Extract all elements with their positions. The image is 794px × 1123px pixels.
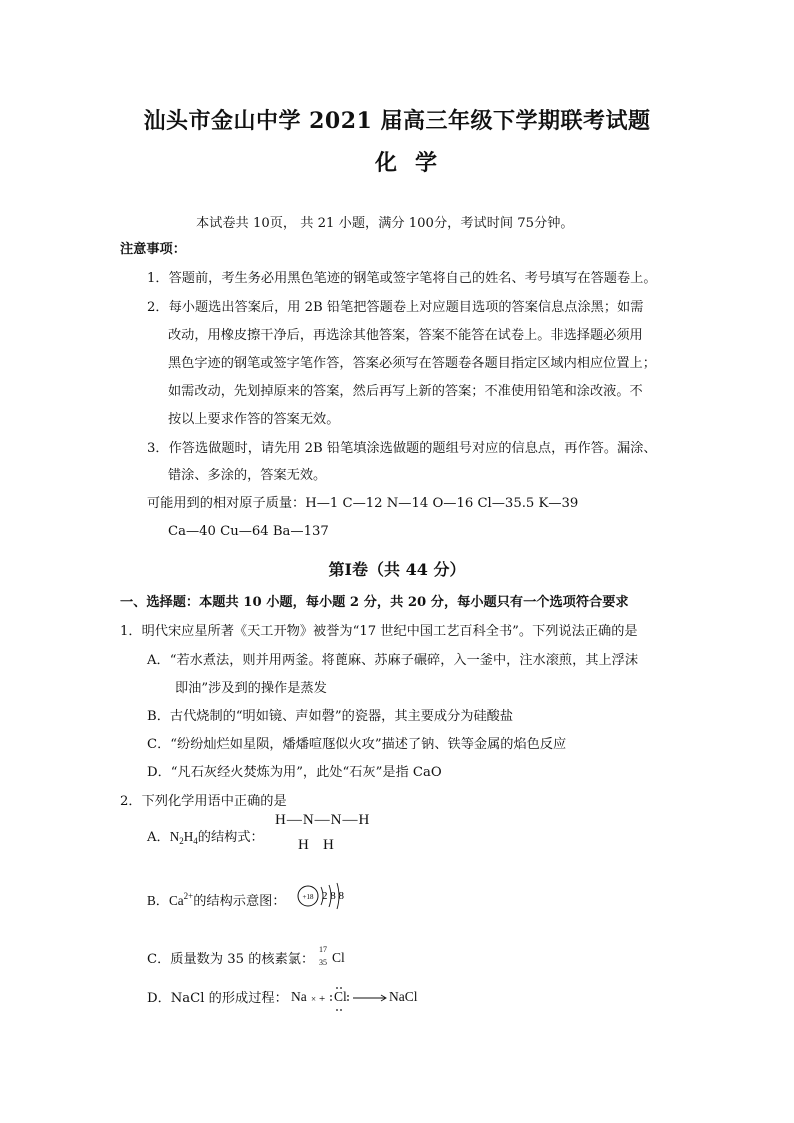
cl-dot: [330, 995, 332, 997]
q1-option-d: D．“凡石灰经火焚炼为用”，此处“石灰”是指 CaO: [147, 765, 442, 780]
notice-heading: 注意事项：: [120, 242, 186, 257]
notice-item-2-line-1: 2．每小题选出答案后，用 2B 铅笔把答题卷上对应题目选项的答案信息点涂黑；如需: [147, 300, 644, 315]
notice-item-3-line-1: 3．作答选做题时，请先用 2B 铅笔填涂选做题的题组号对应的信息点，再作答。漏涂、: [147, 441, 657, 456]
nuclide-atomic-number: 35: [319, 958, 327, 967]
q2-option-d-text: D．NaCl 的形成过程：: [147, 991, 288, 1006]
notice-item-2-line-3: 黑色字迹的钢笔或签字笔作答，答案必须写在答题卷各题目指定区域内相应位置上；: [168, 356, 656, 371]
q2-option-c: [147, 950, 314, 970]
section-title: 第Ⅰ卷（共 44 分）: [328, 560, 466, 579]
exam-intro: 本试卷共 10页， 共 21 小题，满分 100分，考试时间 75分钟。: [196, 216, 574, 231]
formula-n: N: [169, 829, 180, 844]
nacl-cl-symbol: Cl: [334, 989, 347, 1004]
formula-h: H: [183, 829, 194, 844]
n2h4-structure-h-left: H: [298, 837, 309, 853]
q2-option-b: [147, 886, 286, 912]
n2h4-structure-top: H—N—N—H: [275, 812, 371, 828]
notice-item-3-line-2: 错涂、多涂的，答案无效。: [168, 468, 327, 483]
nuclide-mass-number: 17: [319, 945, 327, 954]
nucleus-charge: +18: [302, 893, 314, 901]
notice-item-2-line-5: 按以上要求作答的答案无效。: [168, 412, 340, 427]
q1-stem: 1．明代宋应星所著《天工开物》被誉为“17 世纪中国工艺百科全书”。下列说法正确的是: [120, 624, 638, 639]
n2h4-structure-h-right: H: [323, 837, 334, 853]
q2-option-c-text: C．质量数为 35 的核素氯：: [147, 952, 315, 967]
cl-dot: [340, 1009, 342, 1011]
notice-item-2-line-2: 改动，用橡皮擦干净后，再选涂其他答案，答案不能答在试卷上。非选择题必须用: [168, 328, 643, 343]
plus-sign: +: [319, 993, 326, 1005]
exam-title: 汕头市金山中学 2021 届高三年级下学期联考试题: [143, 108, 651, 134]
q1-option-a-line-2: 即油”涉及到的操作是蒸发: [175, 681, 327, 696]
nacl-na-symbol: Na: [291, 989, 307, 1004]
q2-option-a-suffix: 的结构式：: [197, 830, 264, 845]
shell-electrons: 2 8 8: [322, 890, 344, 902]
q2-option-b-suffix: 的结构示意图：: [193, 894, 286, 909]
formula-sub-4: 4: [193, 836, 198, 846]
nacl-product: NaCl: [389, 989, 418, 1004]
q1-option-a-line-1: A．“若水煮法，则并用两釜。将蓖麻、苏麻子碾碎，入一釜中，注水滚煎，其上浮沫: [147, 653, 639, 668]
q2-option-b-ion: B．Ca: [147, 893, 184, 908]
nacl-formation-diagram: [310, 984, 390, 1014]
cl-dot: [347, 995, 349, 997]
subject-title: 化学: [374, 150, 455, 176]
notice-item-1: 1．答题前，考生务必用黑色笔迹的钢笔或签字笔将自己的姓名、考号填写在答题卷上。: [147, 271, 657, 286]
q2-option-b-charge: 2+: [183, 891, 194, 901]
nuclide-symbol: Cl: [332, 950, 345, 965]
q2-option-a: [147, 827, 264, 851]
na-electron-cross: ×: [311, 994, 317, 1004]
formula-sub-2: 2: [179, 836, 184, 846]
q1-option-b: B．古代烧制的“明如镜、声如磬”的瓷器，其主要成分为硅酸盐: [147, 709, 514, 724]
cl-dot: [330, 999, 332, 1001]
cl-dot: [336, 1009, 338, 1011]
ca-ion-diagram: [294, 880, 364, 912]
q2-option-a-label: A．: [147, 830, 170, 845]
q2-stem: 2．下列化学用语中正确的是: [120, 794, 287, 809]
q2-option-d: [147, 989, 288, 1009]
q1-option-c: C．“纷纷灿烂如星陨，燔燔喧豗似火攻”描述了钠、铁等金属的焰色反应: [147, 737, 567, 752]
cl-dot: [347, 999, 349, 1001]
notice-item-2-line-4: 如需改动，先划掉原来的答案，然后再写上新的答案；不准使用铅笔和涂改液。不: [168, 384, 643, 399]
atomic-mass-line-2: Ca—40 Cu—64 Ba—137: [168, 524, 329, 539]
atomic-mass-line-1: 可能用到的相对原子质量：H—1 C—12 N—14 O—16 Cl—35.5 K—39: [147, 496, 579, 511]
part-heading: 一、选择题：本题共 10 小题，每小题 2 分，共 20 分，每小题只有一个选项符合要求: [120, 595, 629, 610]
